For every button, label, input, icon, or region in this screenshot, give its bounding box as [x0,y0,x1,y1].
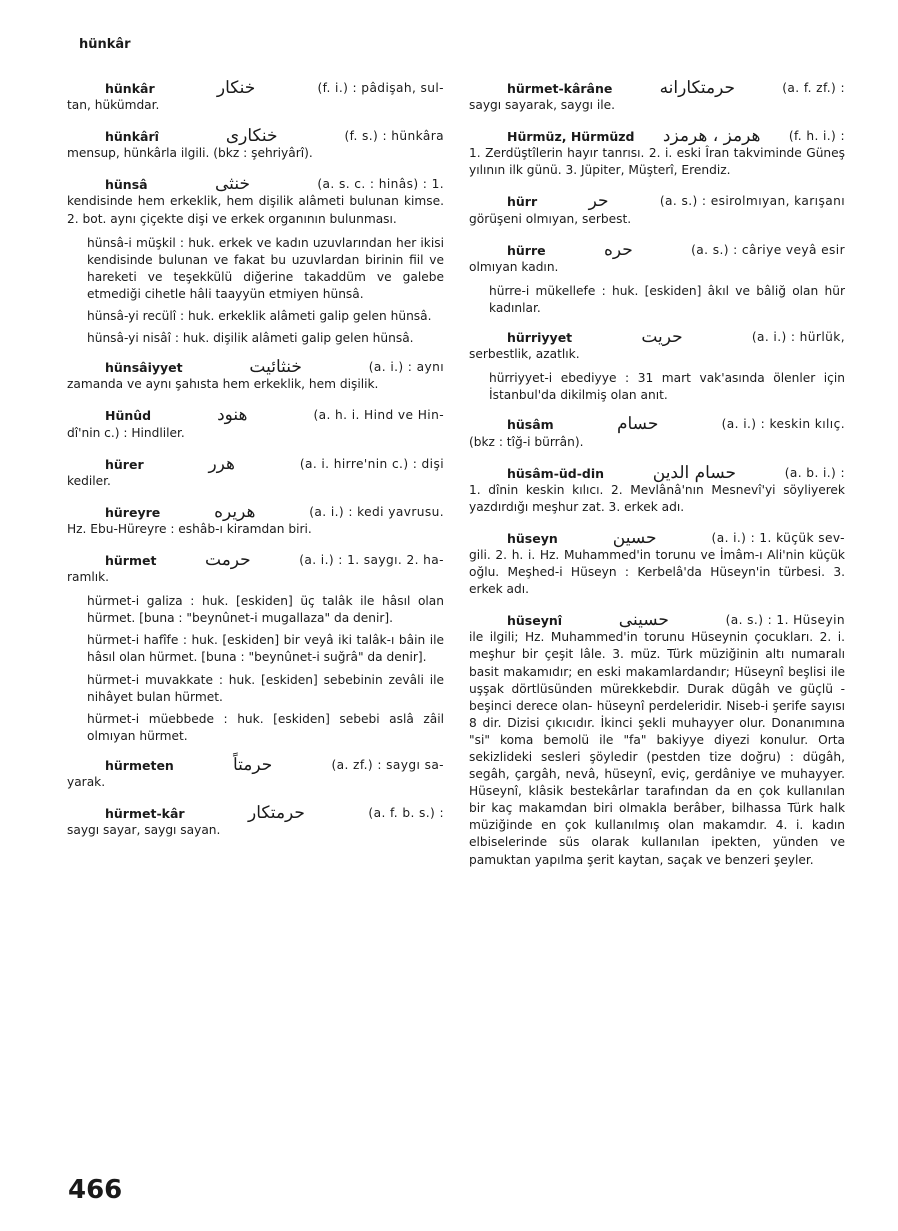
sub-entry-text: hünsâ-yi nisâî : huk. dişilik alâmeti galip gelen hünsâ. [87,331,414,346]
sub-entry [469,283,845,317]
headword: hünsâ [105,177,148,193]
entry-headline [469,329,845,346]
entry-headline [469,128,845,145]
definition-text: (bkz : tîğ-i bürrân). [469,434,584,449]
entry-headline [469,80,845,97]
arabic-script: حرمت [205,549,251,570]
dictionary-entry [469,462,845,516]
dictionary-entry [67,754,444,791]
entry-headline [67,359,444,376]
running-head: hünkâr [79,37,131,52]
grammar-note: (a. i. hirre'nin c.) : dişi [299,456,444,471]
sub-entry [469,370,845,404]
dictionary-entry [469,329,845,363]
grammar-note: (a. i.) : aynı [368,360,444,375]
definition-text: tan, hükümdar. [67,98,160,113]
dictionary-entry [469,128,845,179]
dictionary-entry [469,416,845,450]
entry-headline [469,239,845,260]
arabic-script: حرمتکار [248,803,305,824]
definition-text: yarak. [67,775,106,789]
arabic-script: هریره [214,501,256,522]
definition-text: görüşeni olmıyan, serbest. [469,211,632,226]
dictionary-entry [469,239,845,276]
dictionary-entry [469,80,845,114]
entry-headline [67,80,444,97]
dictionary-entry [67,501,444,538]
right-column [469,80,845,883]
definition-text: kendisinde hem erkeklik, hem dişilik alâmeti bulunan kimse. 2. bot. aynı çiçekte dişi ve erkek organının bulunması. [67,194,444,226]
left-column [67,80,444,853]
dictionary-entry [469,527,845,598]
grammar-note: (a. s.) : 1. Hüseyin [725,613,845,628]
definition-text: saygı sayarak, saygı ile. [469,98,615,113]
arabic-script: هرمز ، هرمزد [662,126,761,147]
sub-entry-text: hünsâ-i müşkil : huk. erkek ve kadın uzuvlarından her ikisi kendisinde bulunan ve fakat bu uzuvlardan birinin fiil ve hareketi ve teşekkülü diğerine takaddüm ve galebe etmediği cihetle hâli taayyün etmiyen hünsâ. [87,235,444,301]
headword: hünkâr [105,81,155,96]
sub-entry-text: hünsâ-yi recülî : huk. erkeklik alâmeti galip gelen hünsâ. [87,309,432,324]
grammar-note: (a. zf.) : saygı sa- [331,757,444,772]
dictionary-entry [469,193,845,227]
page-number: 466 [68,1175,123,1205]
entry-headline [67,453,444,474]
arabic-script: حره [603,239,633,260]
grammar-note: (a. b. i.) : [784,465,845,480]
headword: Hürmüz, Hürmüzd [507,129,635,145]
sub-entry-text: hürre-i mükellefe : huk. [eskiden] âkıl ve bâliğ olan hür kadınlar. [489,283,845,315]
dictionary-entry [67,453,444,490]
definition-text: zamanda ve aynı şahısta hem erkeklik, hem dişilik. [67,377,379,392]
definition-text: ile ilgili; Hz. Muhammed'in torunu Hüseynin çocukları. 2. i. meşhur bir çeşit lâle. 3. müz. Türk müziğinin altı numaralı basit makamıdır; en eski makamlardandır; Hüseynî beşlisi ile uşşak dörtlüsünden mürekkebdir. Durak dügâh ve güçlü -beşinci derece olan- hüseynî perdeleridir. Niseb-i şerife sayısı 8 dir. Dizisi çıkıcıdır. İkinci şekli muhayyer olur. Donanımına "si" koma bemolü ile "fa" bakiyye diyezi konulur. Orta sekizlideki sesleri şöyledir (pestden tize doğru) : dügâh, segâh, çargâh, nevâ, hüseynî, eviç, gerdâniye ve muhayyer. Hüseynî, klâsik bestekârlar tarafından da en çok kullanılan bir kaç makamdan biri olmakla berâber, bilhassa Türk halk müziğinde en çok kullanılmış olan makamdır. 4. i. kadın elbiselerinde süs olarak kullanılan ipekten, yünden ve pamuktan yapılma şerit kaytan, saçak ve benzeri şeyler. [469,630,845,867]
arabic-script: حسام [616,414,659,435]
grammar-note: (a. i.) : kedi yavrusu. [309,504,444,519]
entry-headline [469,193,845,210]
grammar-note: (a. h. i. Hind ve Hin- [313,408,444,423]
sub-entry [67,672,444,706]
headword: hürriyyet [507,330,573,346]
definition-text: gili. 2. h. i. Hz. Muhammed'in torunu ve İmâm-ı Ali'nin küçük oğlu. Meşhed-i Hüseyn : Kerbelâ'da Hüseyn'in türbesi. 3. erkek adı. [469,547,845,597]
arabic-script: حسام الدین [652,462,737,483]
headword: hürmeten [105,757,174,773]
sub-entry [67,330,444,347]
headword: hürre [507,242,546,258]
entry-headline [469,462,845,483]
sub-entry-text: hürmet-i müebbede : huk. [eskiden] sebebi aslâ zâil olmıyan hürmet. [87,711,444,743]
sub-entry-text: hürmet-i galiza : huk. [eskiden] üç talâk ile hâsıl olan hürmet. [buna : "beynûnet-i mugallaza" da denir]. [87,594,444,626]
definition-text: serbestlik, azatlık. [469,347,580,362]
headword: hüreyre [105,504,161,520]
grammar-note: (a. s. c. : hinâs) : 1. [317,177,444,192]
dictionary-entry [67,549,444,586]
entry-headline [469,416,845,433]
grammar-note: (a. i.) : hürlük, [751,330,845,345]
grammar-note: (f. h. i.) : [788,129,845,144]
dictionary-entry [67,176,444,227]
entry-headline [67,501,444,522]
headword: hünkârî [105,129,159,145]
dictionary-entry [67,805,444,839]
definition-text: dî'nin c.) : Hindliler. [67,425,185,440]
definition-text: kediler. [67,473,111,488]
grammar-note: (a. i.) : 1. saygı. 2. ha- [299,552,444,567]
entry-headline [67,549,444,570]
headword: hüsâm-üd-din [507,465,605,481]
arabic-script: هنود [217,405,248,426]
definition-text: mensup, hünkârla ilgili. (bkz : şehriyârî). [67,146,313,161]
sub-entry-text: hürriyyet-i ebediyye : 31 mart vak'asında ölenler için İstanbul'da dikilmiş olan anıt. [489,371,845,403]
headword: hürr [507,194,538,210]
definition-text: saygı sayar, saygı sayan. [67,823,221,838]
entry-headline [67,805,444,822]
entry-headline [469,527,845,548]
grammar-note: (a. s.) : esirolmıyan, karışanı [659,194,845,209]
entry-headline [67,754,444,775]
arabic-script: خنکاری [225,126,278,147]
sub-entry [67,308,444,325]
headword: hürmet [105,552,157,568]
dictionary-entry [67,407,444,441]
grammar-note: (f. s.) : hünkâra [344,129,444,144]
headword: hürmet-kârâne [507,81,613,96]
headword: hünsâiyyet [105,360,183,376]
definition-text: olmıyan kadın. [469,259,559,274]
grammar-note: (a. f. zf.) : [782,81,845,95]
entry-headline [67,176,444,193]
arabic-script: خنثی [215,174,250,195]
entry-headline [67,128,444,145]
grammar-note: (a. f. b. s.) : [368,806,444,821]
definition-text: Hz. Ebu-Hüreyre : eshâb-ı kiramdan biri. [67,521,312,536]
arabic-script: حسین [612,527,657,548]
grammar-note: (a. i.) : 1. küçük sev- [711,530,845,545]
arabic-script: حسینی [618,610,669,631]
dictionary-entry [67,359,444,393]
entry-headline [469,612,845,629]
arabic-script: هرر [208,453,235,474]
definition-text: 1. dînin keskin kılıcı. 2. Mevlânâ'nın Mesnevî'yi söyliyerek yazdırdığı meşhur zat. 3. erkek adı. [469,482,845,514]
sub-entry [67,593,444,627]
arabic-script: حریت [641,327,683,348]
headword: hüsâm [507,417,554,433]
definition-text: 1. Zerdüştîlerin hayır tanrısı. 2. i. eski Îran takviminde Güneş yılının ilk günü. 3. Jüpiter, Müşterî, Erendiz. [469,146,845,178]
arabic-script: حر [588,191,609,212]
headword: hüseyn [507,530,558,546]
headword: Hünûd [105,408,152,424]
grammar-note: (a. i.) : keskin kılıç. [721,417,845,432]
sub-entry-text: hürmet-i muvakkate : huk. [eskiden] sebebinin zevâli ile nihâyet bulan hürmet. [87,672,444,704]
sub-entry-text: hürmet-i hafîfe : huk. [eskiden] bir veyâ iki talâk-ı bâin ile hâsıl olan hürmet. [buna : "beynûnet-i suğrâ" da denir]. [87,633,444,665]
arabic-script: حرمتاً [233,754,273,775]
headword: hürer [105,456,144,472]
entry-headline [67,407,444,424]
arabic-script: خنثائیت [249,357,302,378]
dictionary-entry [67,128,444,162]
grammar-note: (a. s.) : câriye veyâ esir [691,242,845,257]
sub-entry [67,632,444,666]
arabic-script: حرمتکارانه [659,78,736,98]
arabic-script: خنکار [216,78,256,98]
sub-entry [67,711,444,745]
definition-text: ramlık. [67,570,110,585]
grammar-note: (f. i.) : pâdişah, sul- [317,81,444,95]
headword: hürmet-kâr [105,806,185,822]
headword: hüseynî [507,613,563,629]
dictionary-entry [67,80,444,114]
sub-entry [67,235,444,303]
dictionary-entry [469,612,845,868]
